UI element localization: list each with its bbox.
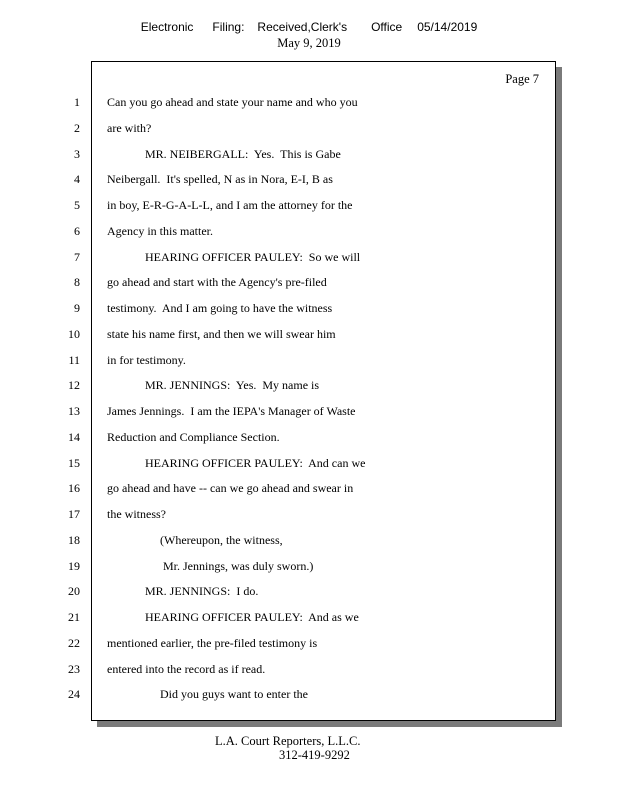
filing-stamp-word-2: Filing: [212, 20, 245, 34]
line-number: 13 [68, 404, 80, 418]
line-number: 17 [68, 507, 80, 521]
transcript-line-text: state his name first, and then we will swear him [107, 327, 336, 341]
filing-stamp [0, 20, 618, 34]
line-number: 21 [68, 610, 80, 624]
header-date: May 9, 2019 [277, 36, 341, 50]
transcript-line-text: HEARING OFFICER PAULEY: So we will [145, 250, 361, 264]
line-number: 7 [74, 250, 80, 264]
line-number: 24 [68, 687, 80, 701]
filing-stamp-word-5: 05/14/2019 [417, 20, 478, 34]
filing-stamp-word-3: Received,Clerk's [257, 20, 348, 34]
footer-phone: 312-419-9292 [279, 748, 350, 762]
line-number: 12 [68, 378, 80, 392]
transcript-line-text: Reduction and Compliance Section. [107, 430, 280, 444]
page-number: Page 7 [505, 72, 539, 86]
transcript-line-text: Did you guys want to enter the [160, 687, 308, 701]
transcript-line-text: MR. JENNINGS: I do. [145, 584, 259, 598]
transcript-line-text: (Whereupon, the witness, [160, 533, 283, 547]
line-number: 2 [74, 121, 80, 135]
line-number: 11 [68, 353, 80, 367]
line-number: 10 [68, 327, 80, 341]
transcript-line-text: Agency in this matter. [107, 224, 213, 238]
transcript-line-text: are with? [107, 121, 152, 135]
filing-stamp-word-1: Electronic [140, 20, 194, 34]
line-number: 20 [68, 584, 80, 598]
line-number: 5 [74, 198, 80, 212]
transcript-line-text: Neibergall. It's spelled, N as in Nora, E-I, B as [107, 172, 333, 186]
transcript-line-text: HEARING OFFICER PAULEY: And can we [145, 456, 366, 470]
transcript-line-text: mentioned earlier, the pre-filed testimony is [107, 636, 318, 650]
transcript-line-text: in for testimony. [107, 353, 186, 367]
transcript-line-text: testimony. And I am going to have the witness [107, 301, 333, 315]
line-number: 19 [68, 559, 80, 573]
line-number: 14 [68, 430, 80, 444]
transcript-line-text: MR. NEIBERGALL: Yes. This is Gabe [145, 147, 341, 161]
line-number: 4 [74, 172, 80, 186]
transcript-line-text: Mr. Jennings, was duly sworn.) [163, 559, 314, 573]
transcript-line-text: go ahead and start with the Agency's pre-filed [107, 275, 327, 289]
transcript-line-text: in boy, E-R-G-A-L-L, and I am the attorney for the [107, 198, 353, 212]
line-number: 6 [74, 224, 80, 238]
transcript-line-text: MR. JENNINGS: Yes. My name is [145, 378, 320, 392]
transcript-line-text: entered into the record as if read. [107, 662, 266, 676]
transcript-line-text: Can you go ahead and state your name and who you [107, 95, 358, 109]
line-number: 9 [74, 301, 80, 315]
transcript-line-text: HEARING OFFICER PAULEY: And as we [145, 610, 359, 624]
filing-stamp-word-4: Office [371, 20, 403, 34]
line-number: 1 [74, 95, 80, 109]
transcript-line-text: James Jennings. I am the IEPA's Manager of Waste [107, 404, 356, 418]
line-number: 3 [74, 147, 80, 161]
transcript-line-text: the witness? [107, 507, 166, 521]
line-number: 23 [68, 662, 80, 676]
line-number: 15 [68, 456, 80, 470]
line-number: 8 [74, 275, 80, 289]
line-number: 18 [68, 533, 80, 547]
transcript-line-text: go ahead and have -- can we go ahead and swear in [107, 481, 354, 495]
footer-company: L.A. Court Reporters, L.L.C. [215, 734, 361, 748]
line-number: 16 [68, 481, 80, 495]
line-number: 22 [68, 636, 80, 650]
